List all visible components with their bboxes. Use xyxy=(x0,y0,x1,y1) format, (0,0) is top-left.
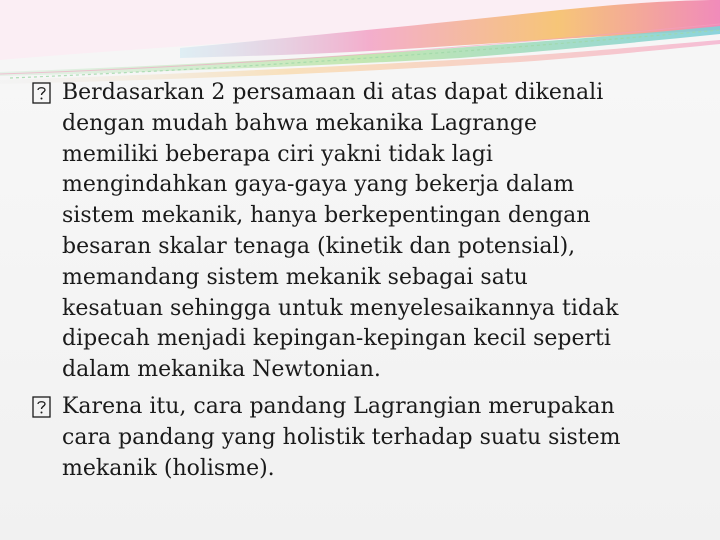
bullet-item xyxy=(32,392,692,484)
replacement-glyph-icon xyxy=(32,395,52,419)
decorative-banner xyxy=(0,0,720,90)
bullet-text: Karena itu, cara pandang Lagrangian merupakan cara pandang yang holistik terhadap suatu sistem mekanik (holisme). xyxy=(62,393,621,481)
bullet-list xyxy=(32,78,692,484)
replacement-glyph-icon xyxy=(32,81,52,105)
bullet-item xyxy=(32,78,692,386)
bullet-text: Berdasarkan 2 persamaan di atas dapat dikenali dengan mudah bahwa mekanika Lagrange memiliki beberapa ciri yakni tidak lagi mengindahkan gaya-gaya yang bekerja dalam sistem mekanik, hanya berkepentingan dengan besaran skalar tenaga (kinetik dan potensial), memandang sistem mekanik sebagai satu kesatuan sehingga untuk menyelesaikannya tidak dipecah menjadi kepingan-kepingan kecil seperti dalam mekanika Newtonian. xyxy=(62,80,619,383)
